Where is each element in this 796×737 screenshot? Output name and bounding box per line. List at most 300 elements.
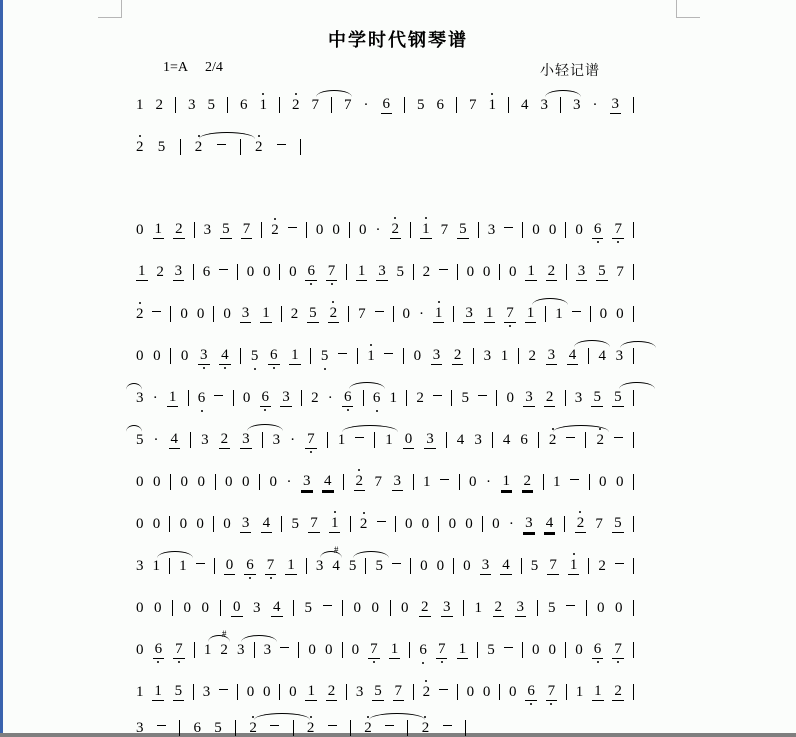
jianpu-row-12: [136, 599, 634, 617]
note: 3: [136, 720, 144, 736]
note: 2: [494, 599, 502, 615]
note: 3: [198, 347, 210, 365]
octave-dot-below: [273, 367, 275, 369]
note: 5: [459, 221, 467, 237]
note: 6: [260, 389, 272, 407]
note: 3: [253, 600, 261, 616]
barline: [357, 348, 358, 364]
octave-dot-above: [370, 344, 372, 346]
note: 1: [553, 474, 561, 490]
dash: [566, 605, 575, 606]
note: 5: [417, 97, 425, 113]
note: 2: [596, 432, 604, 449]
rest: 0: [599, 306, 608, 322]
note: 7: [265, 557, 277, 575]
octave-dot-below: [530, 703, 532, 705]
rest: 0: [233, 599, 241, 615]
dash: [217, 144, 226, 145]
note: 3: [241, 305, 250, 321]
barline: [453, 306, 454, 322]
rest: 0: [196, 516, 204, 532]
jianpu-row-15: [136, 719, 466, 737]
dash: [323, 605, 332, 606]
octave-dot-below: [249, 577, 251, 579]
barline: [170, 348, 171, 364]
barline: [188, 390, 189, 406]
aug-dot: ·: [327, 390, 333, 406]
note: 7: [358, 306, 366, 322]
note: 1: [168, 389, 177, 405]
barline: [446, 432, 447, 448]
tie-arc: [545, 90, 581, 97]
octave-dot-above: [573, 553, 575, 555]
barline: [633, 97, 634, 113]
dash: [219, 269, 228, 270]
note: 5: [136, 432, 144, 449]
barline: [233, 390, 234, 406]
barline: [473, 348, 474, 364]
note: 1: [575, 684, 584, 700]
note: 3: [263, 642, 272, 658]
rest: 0: [324, 642, 333, 658]
barline: [240, 139, 241, 155]
note: 4: [521, 97, 529, 113]
tie-arc: [532, 298, 568, 305]
note: 5: [593, 389, 601, 405]
note: 3: [282, 389, 290, 405]
octave-dot-above: [491, 93, 493, 95]
note: 2: [416, 390, 424, 406]
tie-arc: [349, 382, 385, 389]
barline: [220, 600, 221, 616]
barline: [459, 474, 460, 490]
octave-dot-above: [438, 301, 440, 303]
barline: [633, 306, 634, 322]
note: 6: [520, 432, 528, 448]
note: 5: [396, 264, 404, 280]
note: 3: [202, 684, 211, 700]
rest: 0: [548, 222, 557, 238]
jianpu-row-13: [136, 629, 634, 659]
octave-dot-above: [139, 135, 141, 137]
dash: [443, 725, 452, 726]
note: 5: [374, 683, 382, 699]
barline: [499, 684, 500, 700]
note: 2: [364, 720, 372, 737]
barline: [565, 222, 566, 238]
note: 2: [575, 515, 587, 533]
note: 6: [153, 641, 165, 659]
rest: 0: [308, 642, 316, 658]
barline: [413, 264, 414, 280]
dash: [214, 395, 223, 396]
octave-dot-below: [347, 409, 349, 411]
tie-arc: [574, 340, 610, 347]
barline: [279, 97, 280, 113]
rest: 0: [351, 642, 360, 658]
note: 2: [528, 348, 536, 364]
barline: [374, 432, 375, 448]
barline: [633, 684, 634, 700]
note: 1: [433, 305, 445, 323]
rest: 0: [597, 600, 605, 616]
barline: [279, 684, 280, 700]
note: 5: [461, 390, 469, 406]
dash: [157, 725, 166, 726]
rest: 0: [469, 474, 477, 490]
note: 3: [378, 263, 386, 279]
note: 1: [390, 641, 399, 657]
barline: [633, 642, 634, 658]
aug-dot: ·: [290, 432, 296, 448]
rest: 0: [289, 684, 297, 700]
note: 6: [592, 641, 604, 659]
octave-dot-above: [262, 93, 264, 95]
tie-arc: [157, 551, 193, 558]
aug-dot: ·: [486, 474, 491, 490]
note: 1: [594, 683, 602, 699]
rest: 0: [136, 348, 144, 364]
note: 7: [595, 516, 603, 532]
note: 1: [287, 557, 295, 573]
rest: 0: [371, 600, 379, 616]
barline: [343, 474, 344, 490]
octave-dot-above: [274, 218, 276, 220]
barline: [543, 474, 544, 490]
key-signature: 1=A: [163, 60, 189, 75]
note: 4: [545, 515, 554, 531]
note: 1: [458, 641, 467, 657]
note: 2 #: [220, 629, 228, 658]
note: 3: [616, 348, 624, 365]
rest: 0: [246, 264, 255, 280]
note: 4: [502, 432, 511, 448]
jianpu-row-9: [136, 473, 634, 491]
note: 3: [240, 431, 252, 449]
dash: [478, 395, 487, 396]
rest: 0: [196, 306, 205, 322]
note: 1: [154, 683, 162, 699]
barline: [363, 390, 364, 406]
note: 5: [548, 600, 556, 616]
barline: [298, 642, 299, 658]
note: 2: [271, 222, 279, 239]
tie-arc: [316, 90, 352, 97]
note: 5: [157, 139, 166, 155]
jianpu-row-2: [136, 138, 301, 156]
barline: [453, 558, 454, 574]
note: 1: [485, 305, 494, 321]
note: 2: [249, 720, 257, 737]
margin-crop-mark-top-left: [98, 0, 122, 18]
barline: [492, 432, 493, 448]
note: 6: [305, 263, 317, 281]
tie-arc: [620, 341, 656, 348]
barline: [170, 306, 171, 322]
rest: 0: [358, 222, 367, 238]
dash: [392, 563, 401, 564]
rest: 0: [136, 516, 144, 532]
rest: 0: [180, 348, 189, 364]
barline: [406, 390, 407, 406]
note: 2: [354, 473, 366, 491]
note: 5: [207, 97, 215, 113]
note: 2: [390, 221, 402, 239]
barline: [633, 600, 634, 616]
rest: 0: [246, 684, 255, 700]
barline: [522, 222, 523, 238]
octave-dot-below: [509, 325, 511, 327]
rest: 0: [136, 474, 144, 490]
rest: 0: [136, 642, 144, 658]
note: 1: [154, 221, 163, 237]
note: 6: [525, 683, 537, 701]
dash: [504, 227, 513, 228]
note: 5: [487, 642, 495, 658]
note: 1: [527, 263, 535, 279]
note: 7: [368, 641, 380, 659]
tie-arc: [126, 383, 142, 390]
tie-arc: [353, 551, 389, 558]
barline: [633, 348, 634, 364]
jianpu-row-11: [136, 545, 634, 575]
note: 3: [316, 558, 324, 575]
rest: 0: [269, 474, 277, 490]
tie-arc: [254, 713, 310, 720]
note: 6: [202, 264, 211, 280]
transcriber-credit: 小轻记谱: [540, 64, 600, 79]
jianpu-row-8: [136, 431, 634, 449]
barline: [262, 432, 263, 448]
note: 7: [305, 431, 317, 449]
octave-dot-above: [358, 469, 360, 471]
note: 3: [136, 390, 144, 407]
octave-dot-below: [441, 661, 443, 663]
page-title: 中学时代钢琴谱: [328, 30, 468, 50]
dash: [433, 395, 442, 396]
dash: [270, 725, 279, 726]
barline: [451, 390, 452, 406]
barline: [588, 558, 589, 574]
octave-dot-below: [157, 661, 159, 663]
aug-dot: ·: [363, 97, 369, 113]
barline: [190, 432, 191, 448]
note: 4: [324, 473, 332, 489]
dash: [355, 437, 364, 438]
rest: 0: [136, 600, 144, 616]
dash: [572, 311, 581, 312]
note: 1: [138, 263, 146, 279]
barline: [633, 516, 634, 532]
note: 7: [394, 683, 402, 699]
note: 5: [304, 600, 312, 616]
rest: 0: [482, 264, 491, 280]
jianpu-row-14: [136, 683, 634, 701]
note: 2: [175, 221, 183, 237]
octave-dot-below: [373, 661, 375, 663]
note: 5: [530, 558, 539, 574]
note: 7: [612, 641, 624, 659]
barline: [346, 684, 347, 700]
rest: 0: [413, 348, 422, 364]
note: 1: [357, 263, 366, 279]
rest: 0: [263, 264, 271, 280]
dash: [280, 647, 289, 648]
note: 1: [385, 432, 393, 448]
barline: [301, 390, 302, 406]
note: 7: [344, 97, 352, 113]
barline: [349, 222, 350, 238]
aug-dot: ·: [418, 306, 424, 322]
octave-dot-below: [264, 409, 266, 411]
jianpu-row-1: [136, 96, 634, 114]
rest: 0: [466, 684, 475, 700]
note: 2: [614, 683, 622, 699]
note: 6: [373, 390, 381, 407]
jianpu-row-4: [136, 263, 634, 281]
note: 1: [420, 221, 432, 239]
note: 1: [489, 97, 497, 114]
note: 2: [307, 720, 315, 737]
aug-dot: ·: [286, 474, 292, 490]
rest: 0: [136, 222, 144, 238]
note: 6: [244, 557, 256, 575]
note: 7: [504, 305, 516, 323]
barline: [281, 516, 282, 532]
barline: [193, 264, 194, 280]
octave-dot-below: [376, 410, 378, 412]
barline: [633, 474, 634, 490]
barline: [281, 306, 282, 322]
barline: [395, 516, 396, 532]
note: 1: [568, 557, 580, 575]
note: 1: [502, 473, 510, 489]
aug-dot: ·: [508, 516, 514, 532]
note: 7: [173, 641, 185, 659]
note: 6: [268, 347, 280, 365]
octave-dot-above: [332, 301, 334, 303]
rest: 0: [153, 348, 161, 364]
note: 5: [251, 348, 259, 365]
note: 2: [421, 599, 429, 615]
note: 1: [153, 558, 161, 575]
dash: [219, 689, 228, 690]
note: 2: [598, 558, 606, 574]
tie-arc: [342, 425, 398, 432]
barline: [633, 432, 634, 448]
octave-dot-below: [597, 661, 599, 663]
rest: 0: [201, 600, 209, 616]
note: 7: [242, 221, 251, 237]
barline: [213, 516, 214, 532]
octave-dot-below: [270, 577, 272, 579]
barline: [213, 306, 214, 322]
sharp-accidental-icon: #: [221, 629, 227, 639]
barline: [300, 139, 301, 155]
rest: 0: [153, 474, 161, 490]
barline: [633, 558, 634, 574]
rest: 0: [420, 558, 428, 574]
dash: [377, 521, 386, 522]
octave-dot-above: [363, 512, 365, 514]
rest: 0: [466, 264, 475, 280]
rest: 0: [179, 516, 188, 532]
barline: [413, 684, 414, 700]
barline: [327, 432, 328, 448]
note: 6: [193, 720, 201, 736]
octave-dot-below: [324, 368, 326, 370]
barline: [508, 97, 509, 113]
barline: [566, 684, 567, 700]
barline: [566, 264, 567, 280]
dash: [375, 311, 384, 312]
barline: [633, 264, 634, 280]
jianpu-row-6: [136, 347, 634, 365]
rest: 0: [242, 474, 250, 490]
dash: [566, 437, 575, 438]
note: 1: [389, 390, 397, 406]
dash: [439, 689, 448, 690]
rest: 0: [509, 264, 517, 280]
rest: 0: [353, 600, 361, 616]
note: 2: [547, 263, 556, 279]
note: 5: [612, 389, 624, 407]
note: 5: [174, 683, 183, 699]
rest: 0: [223, 306, 231, 322]
note: 1: [555, 306, 563, 322]
note: 7: [616, 264, 624, 280]
rest: 0: [404, 431, 413, 447]
note: 1: [136, 684, 144, 700]
rest: 0: [548, 642, 557, 658]
note: 7: [310, 515, 318, 531]
dash: [288, 227, 297, 228]
octave-dot-below: [597, 241, 599, 243]
dash: [152, 311, 161, 312]
note: 3: [483, 348, 492, 364]
note: 1: [500, 348, 509, 364]
octave-dot-below: [254, 368, 256, 370]
rest: 0: [465, 516, 473, 532]
barline: [235, 720, 236, 736]
note: 3: [573, 97, 581, 113]
rest: 0: [315, 222, 324, 238]
jianpu-row-5: [136, 305, 634, 323]
barline: [410, 558, 411, 574]
rest: 0: [509, 684, 517, 700]
dash: [338, 353, 347, 354]
note: 4: [273, 599, 281, 615]
note: 3: [577, 263, 586, 279]
rest: 0: [197, 474, 205, 490]
note: 5: [309, 305, 317, 321]
tie-arc: [199, 132, 255, 139]
tie-arc: [126, 425, 142, 432]
note: 3: [272, 432, 281, 448]
note: 2: [422, 264, 431, 280]
rest: 0: [575, 222, 583, 238]
aug-dot: ·: [592, 97, 598, 113]
barline: [350, 516, 351, 532]
tie-arc: [247, 424, 283, 431]
octave-dot-below: [617, 241, 619, 243]
note: 3: [432, 347, 441, 363]
note: 3: [355, 684, 364, 700]
rest: 0: [615, 600, 623, 616]
rest: 0: [616, 306, 624, 322]
barline: [259, 474, 260, 490]
dash: [439, 269, 448, 270]
